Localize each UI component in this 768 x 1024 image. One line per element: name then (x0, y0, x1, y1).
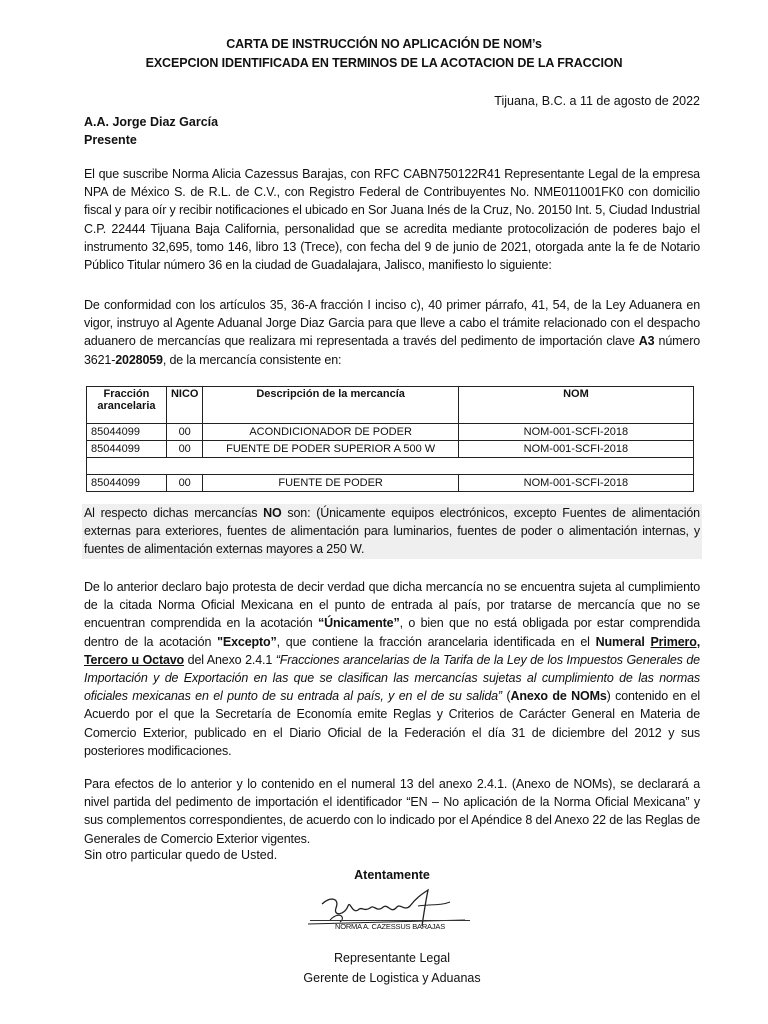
cell-nom: NOM-001-SCFI-2018 (458, 424, 693, 441)
exclusions-prefix: Al respecto dichas mercancías (84, 506, 264, 520)
exclusions-rest: son: (Únicamente equipos electrónicos, excepto Fuentes de alimentación externas para exteriores, fuentes de alimentación para luminarios, fuentes de poder o alimentación internas, y fuentes de alimentación externas mayores a 250 W. (84, 506, 700, 557)
closing-line: Sin otro particular quedo de Usted. (84, 848, 278, 862)
paragraph-exclusions (82, 504, 702, 559)
cell-fraccion: 85044099 (87, 475, 167, 492)
declaration-text-c: , que contiene la fracción arancelaria identificada en el (276, 634, 596, 649)
exclusions-no: NO (263, 506, 282, 520)
addressee-presente: Presente (84, 133, 137, 147)
instruction-suffix: , de la mercancía consistente en: (162, 352, 342, 367)
table-row (87, 441, 694, 458)
table-header-row (87, 387, 694, 424)
cell-nico: 00 (166, 424, 203, 441)
declaration-text-d: del Anexo 2.4.1 (184, 652, 276, 667)
header-nico: NICO (166, 387, 203, 424)
cell-fraccion: 85044099 (87, 424, 167, 441)
header-fraccion: Fracción arancelaria (87, 387, 167, 424)
paragraph-identifier: Para efectos de lo anterior y lo contenido en el numeral 13 del anexo 2.4.1. (Anexo de NOMs), se declarará a nivel partida del pedimento de importación el identificador “EN – No aplicación de la Norma Oficial Mexicana” y sus complementos correspondientes, de acuerdo con lo indicado por el Apéndice 8 del Anexo 22 de las Reglas de Generales de Comercio Exterior vigentes. (84, 777, 701, 846)
cell-nico: 00 (166, 475, 203, 492)
numeral-label: Numeral (595, 634, 645, 649)
declaration-text-b: , o bien que no está obligada por estar comprendida dentro de la acotación (84, 616, 700, 649)
letter-date: Tijuana, B.C. a 11 de agosto de 2022 (494, 94, 700, 108)
header-nom: NOM (458, 387, 693, 424)
table-row (87, 475, 694, 492)
atentamente-label: Atentamente (354, 868, 430, 882)
paragraph-identification: El que suscribe Norma Alicia Cazessus Barajas, con RFC CABN750122R41 Representante Legal de la empresa NPA de México S. de R.L. de C.V., con Registro Federal de Contribuyentes No. NME011001FK0 con domicilio fiscal y para oír y recibir notificaciones el ubicado en Sor Juana Inés de la Cruz, No. 20150 Int. 5, Ciudad Industrial C.P. 22444 Tijuana Baja California, personalidad que se acredita mediante protocolización de poderes bajo el instrumento 32,695, tomo 146, libro 13 (Trece), con fecha del 9 de junio de 2021, otorgada ante la fe de Notario Público Titular número 36 en la ciudad de Guadalajara, Jalisco, manifiesto lo siguiente: (84, 167, 700, 273)
signer-role: Representante Legal (333, 951, 451, 965)
cell-nico: 00 (166, 441, 203, 458)
paragraph-declaration (84, 578, 700, 760)
declaration-text-f: ) contenido en el Acuerdo por el que la Secretaría de Economía emite Reglas y Criterios de Carácter General en Materia de Comercio Exterior, publicado en el Diario Oficial de la Federación el día 31 de diciembre del 2012 y sus posteriores modificaciones. (84, 689, 701, 758)
acotacion-excepto: "Excepto” (217, 634, 277, 649)
anexo-noms-label: Anexo de NOMs (510, 689, 607, 704)
signer-printed-name: NORMA A. CAZESSUS BARAJAS (310, 920, 470, 931)
pedimento-clave: A3 (638, 334, 655, 349)
instruction-text: De conformidad con los artículos 35, 36-A fracción I inciso c), 40 primer párrafo, 41, 54, de la Ley Aduanera en vigor, instruyo al Agente Aduanal Jorge Diaz Garcia para que lleve a cabo el trámite relacionado con el despacho aduanero de mercancías que realizara mi representada a través del pedimento de importación clave (84, 298, 700, 349)
pedimento-numero: 2028059 (115, 352, 163, 367)
declaration-text-e: ( (501, 689, 511, 704)
header-descripcion: Descripción de la mercancía (203, 387, 458, 424)
paragraph-instruction (84, 296, 700, 369)
document-title: CARTA DE INSTRUCCIÓN NO APLICACIÓN DE NOM’s (226, 37, 542, 51)
anexo-title: “Fracciones arancelarias de la Tarifa de la Ley de los Impuestos Generales de Importación y de Exportación en las que se clasifican las mercancías sujetas al cumplimiento de las normas oficiales mexicanas en el punto de su entrada al país, y en el de su salida” (84, 652, 700, 704)
cell-descripcion: FUENTE DE PODER (203, 475, 458, 492)
table-gap (87, 458, 694, 475)
addressee-name: A.A. Jorge Diaz García (84, 115, 219, 129)
table-row (87, 424, 694, 441)
merchandise-table (86, 386, 694, 492)
document-subtitle: EXCEPCION IDENTIFICADA EN TERMINOS DE LA ACOTACION DE LA FRACCION (145, 56, 623, 70)
cell-fraccion: 85044099 (87, 441, 167, 458)
cell-descripcion: ACONDICIONADOR DE PODER (203, 424, 458, 441)
numeral-ordinales: Primero, Tercero u Octavo (84, 634, 701, 667)
signer-position: Gerente de Logistica y Aduanas (303, 971, 481, 985)
acotacion-unicamente: “Únicamente” (318, 616, 400, 631)
declaration-text-a: De lo anterior declaro bajo protesta de decir verdad que dicha mercancía no se encuentra sujeta al cumplimiento de la citada Norma Oficial Mexicana en el punto de entrada al país, por tratarse de mercancía que no se encuentran comprendida en la acotación (84, 580, 700, 631)
cell-nom: NOM-001-SCFI-2018 (458, 475, 693, 492)
cell-descripcion: FUENTE DE PODER SUPERIOR A 500 W (203, 441, 458, 458)
cell-nom: NOM-001-SCFI-2018 (458, 441, 693, 458)
pedimento-numero-prefix: número 3621- (84, 334, 701, 367)
